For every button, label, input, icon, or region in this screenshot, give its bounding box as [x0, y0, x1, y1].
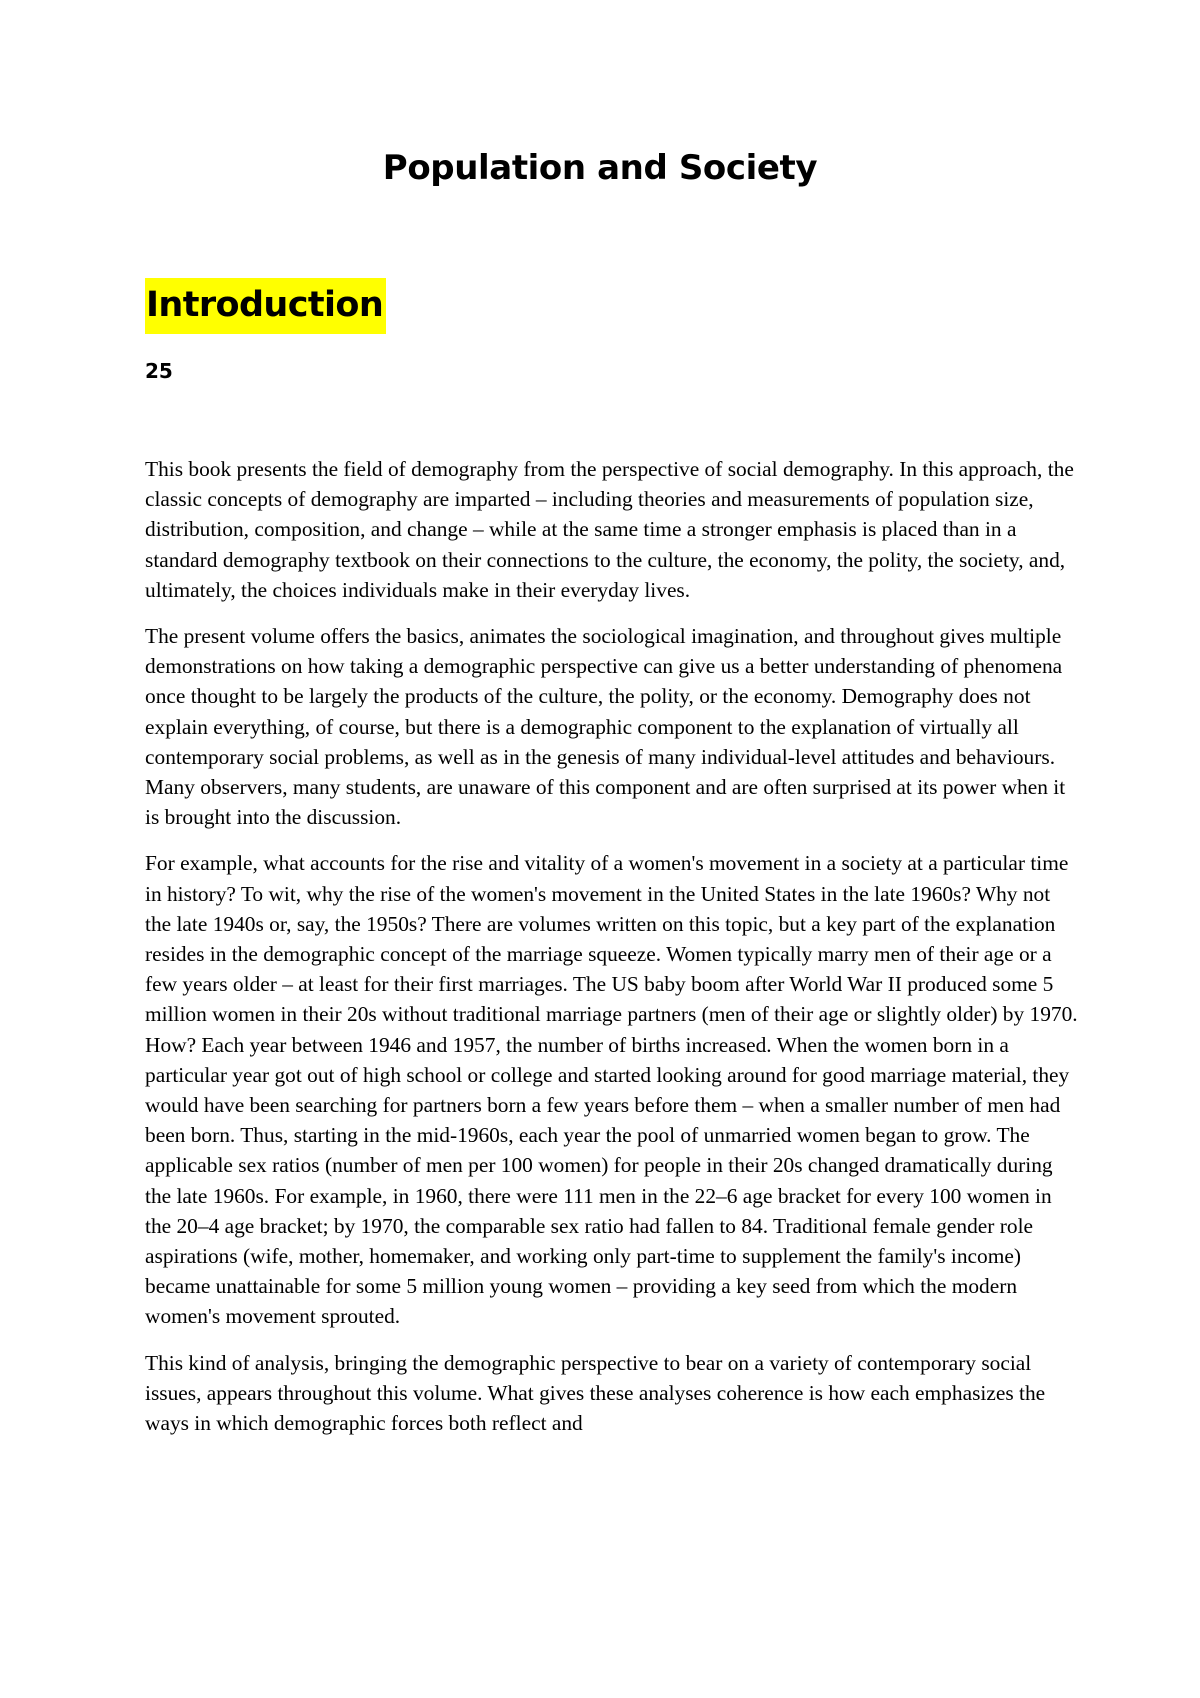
document-title: Population and Society	[382, 148, 818, 188]
section-heading-introduction: Introduction	[145, 278, 386, 334]
paragraph-1: This book presents the field of demography from the perspective of social demography. In this approach, the classic concepts of demography are imparted – including theories and measurements of population size, distribution, composition, and change – while at the same time a stronger emphasis is placed than in a standard demography textbook on their connections to the culture, the economy, the polity, the society, and, ultimately, the choices individuals make in their everyday lives.	[145, 457, 1074, 602]
body-text	[145, 454, 1080, 1454]
page-number: 25	[145, 359, 173, 383]
paragraph-3: For example, what accounts for the rise and vitality of a women's movement in a society at a particular time in history? To wit, why the rise of the women's movement in the United States in the late 1960s? Why not the late 1940s or, say, the 1950s? There are volumes written on this topic, but a key part of the explanation resides in the demographic concept of the marriage squeeze. Women typically marry men of their age or a few years older – at least for their first marriages. The US baby boom after World War II produced some 5 million women in their 20s without traditional marriage partners (men of their age or slightly older) by 1970. How? Each year between 1946 and 1957, the number of births increased. When the women born in a particular year got out of high school or college and started looking around for good marriage material, they would have been searching for partners born a few years before them – when a smaller number of men had been born. Thus, starting in the mid-1960s, each year the pool of unmarried women began to grow. The applicable sex ratios (number of men per 100 women) for people in their 20s changed dramatically during the late 1960s. For example, in 1960, there were 111 men in the 22–6 age bracket for every 100 women in the 20–4 age bracket; by 1970, the comparable sex ratio had fallen to 84. Traditional female gender role aspirations (wife, mother, homemaker, and working only part-time to supplement the family's income) became unattainable for some 5 million young women – providing a key seed from which the modern women's movement sprouted.	[145, 851, 1078, 1329]
paragraph-4: This kind of analysis, bringing the demographic perspective to bear on a variety of contemporary social issues, appears throughout this volume. What gives these analyses coherence is how each emphasizes the ways in which demographic forces both reflect and	[145, 1350, 1046, 1436]
paragraph-2: The present volume offers the basics, animates the sociological imagination, and throughout gives multiple demonstrations on how taking a demographic perspective can give us a better understanding of phenomena once thought to be largely the products of the culture, the polity, or the economy. Demography does not explain everything, of course, but there is a demographic component to the explanation of virtually all contemporary social problems, as well as in the genesis of many individual-level attitudes and behaviours. Many observers, many students, are unaware of this component and are often surprised at its power when it is brought into the discussion.	[145, 624, 1066, 830]
